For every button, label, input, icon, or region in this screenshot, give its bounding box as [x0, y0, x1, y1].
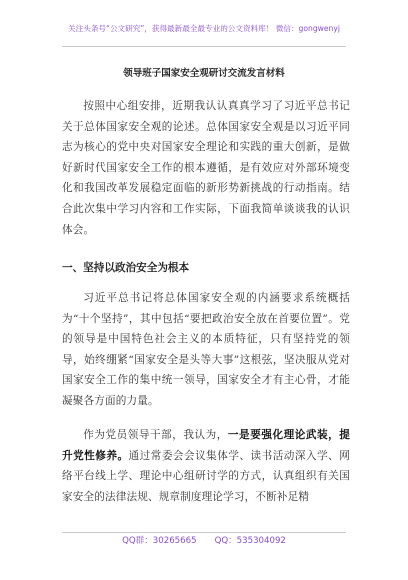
paragraph-3-rest: 通过常委会会议集体学、读书活动深入学、网络平台线上学、理论中心组研讨学的方式，认真组织有关国家安全的法律法规、规章制度理论学习，不断补足精 — [62, 449, 350, 503]
paragraph-3-text — [62, 425, 350, 507]
paragraph-2-text: 习近平总书记将总体国家安全观的内涵要求系统概括为“十个坚持”，其中包括“要把政治安全放在首要位置”。党的领导是中国特色社会主义的本质特征，只有坚持党的领导，始终绷紧“国家安全是头等大事”这根弦，坚决服从党对国家安全工作的集中统一领导，国家安全才有主心骨，才能凝聚各方面的力量。 — [62, 292, 350, 407]
header-divider — [62, 46, 346, 47]
footer-divider — [62, 532, 346, 533]
paragraph-3-emphasis: 一是要强化理论武装，提升党性修养。 — [62, 429, 350, 462]
footer-qq-group: QQ群：30265665 — [122, 536, 197, 546]
paragraph-2 — [62, 288, 350, 412]
header-banner: 关注头条号“公文研究”，获得最新最全最专业的公文资料库！ 微信：gongwenyj — [68, 24, 340, 33]
paragraph-3 — [62, 425, 350, 507]
paragraph-3-lead: 作为党员领导干部，我认为， — [83, 429, 228, 441]
document-title: 领导班子国家安全观研讨交流发言材料 — [123, 68, 285, 79]
paragraph-1-text: 按照中心组安排，近期我认认真真学习了习近平总书记关于总体国家安全观的论述。总体国家安全观是以习近平同志为核心的党中央对国家安全理论和实践的重大创新，是做好新时代国家安全工作的根本遵循，是有效应对外部环境变化和我国改革发展稳定面临的新形势新挑战的行动指南。结合此次集中学习内容和工作实际，下面我简单谈谈我的认识体会。 — [62, 100, 350, 236]
paragraph-1 — [62, 96, 350, 240]
section-heading-1: 一、坚持以政治安全为根本 — [62, 262, 190, 274]
footer-contact — [0, 535, 408, 547]
footer-qq: QQ：535304092 — [214, 536, 286, 546]
